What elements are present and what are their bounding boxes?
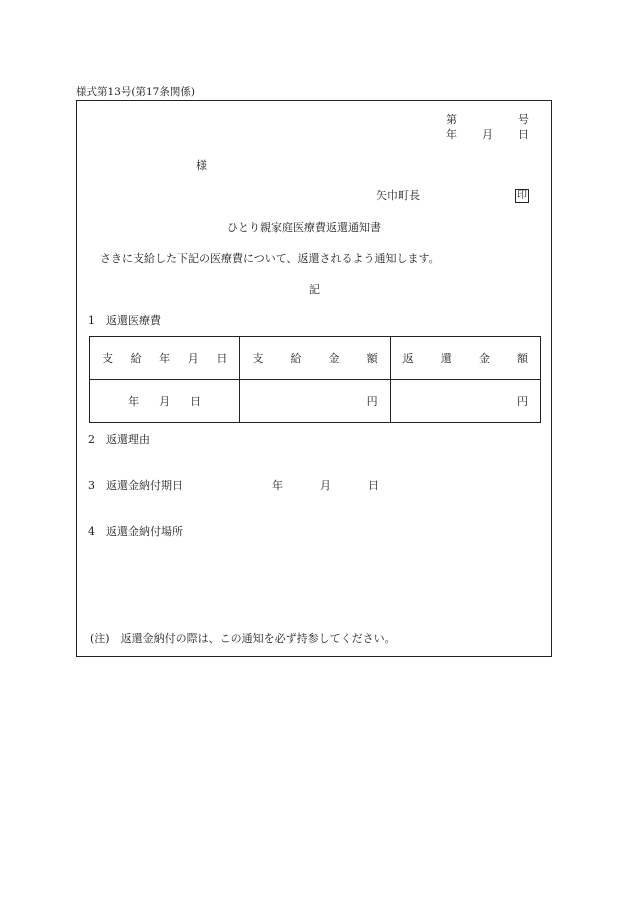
header-payment-date: 支 給 年 月 日	[90, 337, 240, 380]
deadline-day: 日	[368, 479, 379, 492]
issuer-name: 矢巾町長	[376, 189, 420, 202]
body-text: さきに支給した下記の医療費について、返還されるよう通知します。	[100, 252, 440, 265]
number-suffix: 号	[518, 113, 529, 126]
footnote: (注) 返還金納付の際は、この通知を必ず持参してください。	[90, 632, 396, 645]
ki-heading: 記	[309, 283, 320, 296]
form-number-label: 様式第13号(第17条関係)	[76, 86, 195, 98]
deadline-year: 年	[272, 479, 283, 492]
header-payment-amount: 支 給 金 額	[240, 337, 390, 380]
cell-return-amount[interactable]: 円	[390, 380, 540, 423]
section-3-label: 3 返還金納付期日	[88, 479, 183, 492]
section-1-label: 1 返還医療費	[88, 314, 161, 327]
return-fee-table	[89, 336, 541, 423]
table-row	[90, 380, 541, 423]
header-return-amount: 返 還 金 額	[390, 337, 540, 380]
deadline-month: 月	[320, 479, 331, 492]
section-4-label: 4 返還金納付場所	[88, 525, 183, 538]
seal-mark: 印	[517, 190, 527, 201]
addressee-suffix: 様	[196, 159, 207, 172]
cell-payment-amount[interactable]: 円	[240, 380, 390, 423]
date-year: 年	[446, 128, 457, 141]
date-day: 日	[518, 128, 529, 141]
cell-payment-date[interactable]: 年 月 日	[90, 380, 240, 423]
section-2-label: 2 返還理由	[88, 433, 150, 446]
number-prefix: 第	[446, 113, 457, 126]
date-month: 月	[482, 128, 493, 141]
table-header-row	[90, 337, 541, 380]
document-title: ひとり親家庭医療費返還通知書	[227, 221, 381, 234]
